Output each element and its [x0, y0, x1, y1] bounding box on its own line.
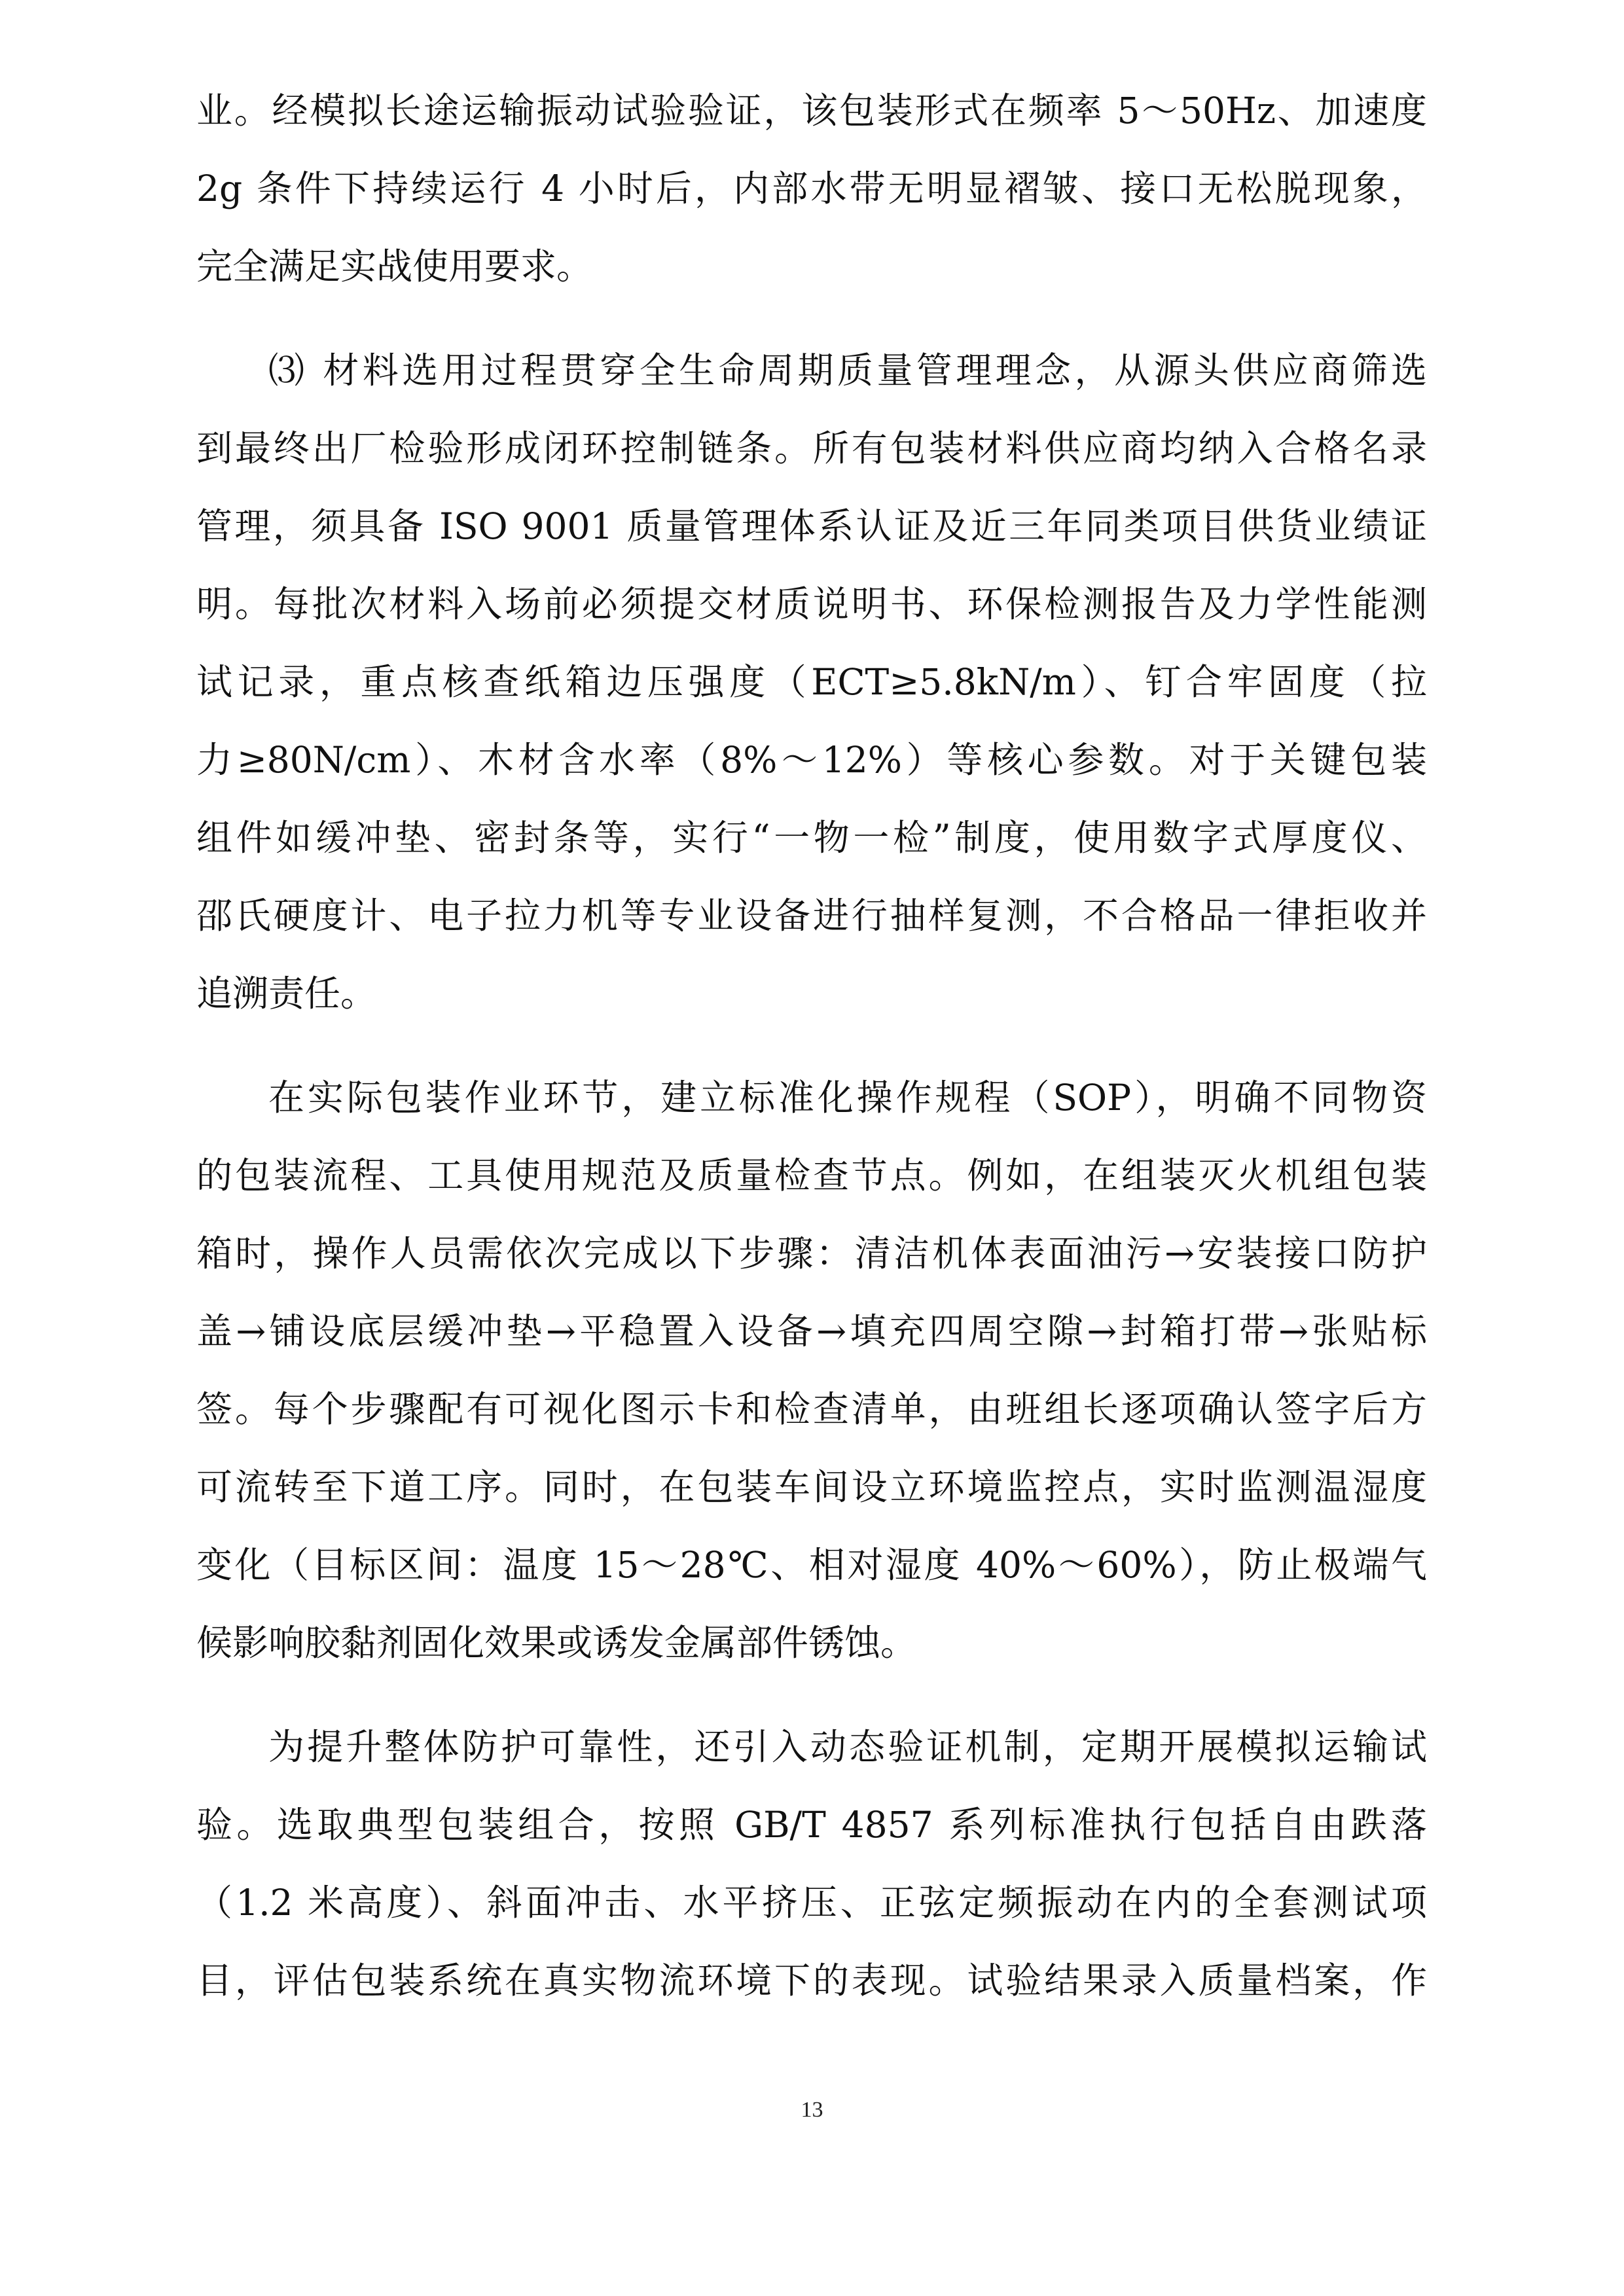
paragraph-gap: [196, 1682, 1427, 1708]
text-line: 力≥80N/cm）、木材含水率（8%～12%）等核心参数。对于关键包装: [196, 739, 1427, 781]
paragraph-gap: [196, 1033, 1427, 1059]
text-line: 目，评估包装系统在真实物流环境下的表现。试验结果录入质量档案，作: [196, 1960, 1427, 2001]
text-line: 2g 条件下持续运行 4 小时后，内部水带无明显褶皱、接口无松脱现象，: [196, 168, 1427, 209]
text-line: 验。选取典型包装组合，按照 GB/T 4857 系列标准执行包括自由跌落: [196, 1804, 1427, 1846]
text-line: 候影响胶黏剂固化效果或诱发金属部件锈蚀。: [196, 1622, 917, 1664]
text-line: ⑶ 材料选用过程贯穿全生命周期质量管理理念，从源头供应商筛选: [268, 350, 1427, 391]
text-line: 邵氏硬度计、电子拉力机等专业设备进行抽样复测，不合格品一律拒收并: [196, 895, 1427, 937]
text-line: 为提升整体防护可靠性，还引入动态验证机制，定期开展模拟运输试: [268, 1726, 1427, 1768]
paragraph-gap: [196, 306, 1427, 332]
text-line: 签。每个步骤配有可视化图示卡和检查清单，由班组长逐项确认签字后方: [196, 1388, 1427, 1430]
text-line: （1.2 米高度）、斜面冲击、水平挤压、正弦定频振动在内的全套测试项: [196, 1882, 1427, 1924]
text-line: 在实际包装作业环节，建立标准化操作规程（SOP），明确不同物资: [268, 1077, 1427, 1119]
text-line: 到最终出厂检验形成闭环控制链条。所有包装材料供应商均纳入合格名录: [196, 427, 1427, 469]
text-line: 完全满足实战使用要求。: [196, 245, 593, 287]
paragraph: [196, 72, 1427, 306]
body-text: [196, 72, 1427, 2020]
text-line: 的包装流程、工具使用规范及质量检查节点。例如，在组装灭火机组包装: [196, 1155, 1427, 1196]
text-line: 管理，须具备 ISO 9001 质量管理体系认证及近三年同类项目供货业绩证: [196, 505, 1427, 547]
text-line: 组件如缓冲垫、密封条等，实行“一物一检”制度，使用数字式厚度仪、: [196, 817, 1427, 859]
text-line: 明。每批次材料入场前必须提交材质说明书、环保检测报告及力学性能测: [196, 583, 1427, 625]
text-line: 试记录，重点核查纸箱边压强度（ECT≥5.8kN/m）、钉合牢固度（拉: [196, 661, 1427, 703]
paragraph: [196, 1059, 1427, 1682]
text-line: 变化（目标区间：温度 15～28℃、相对湿度 40%～60%），防止极端气: [196, 1544, 1427, 1586]
page-number: 13: [801, 2098, 823, 2122]
text-line: 业。经模拟长途运输振动试验验证，该包装形式在频率 5～50Hz、加速度: [196, 90, 1427, 132]
text-line: 箱时，操作人员需依次完成以下步骤：清洁机体表面油污→安装接口防护: [196, 1232, 1427, 1274]
paragraph: [196, 332, 1427, 1033]
text-line: 盖→铺设底层缓冲垫→平稳置入设备→填充四周空隙→封箱打带→张贴标: [196, 1310, 1427, 1352]
text-line: 可流转至下道工序。同时，在包装车间设立环境监控点，实时监测温湿度: [196, 1466, 1427, 1508]
paragraph: [196, 1708, 1427, 2020]
text-line: 追溯责任。: [196, 973, 377, 1014]
